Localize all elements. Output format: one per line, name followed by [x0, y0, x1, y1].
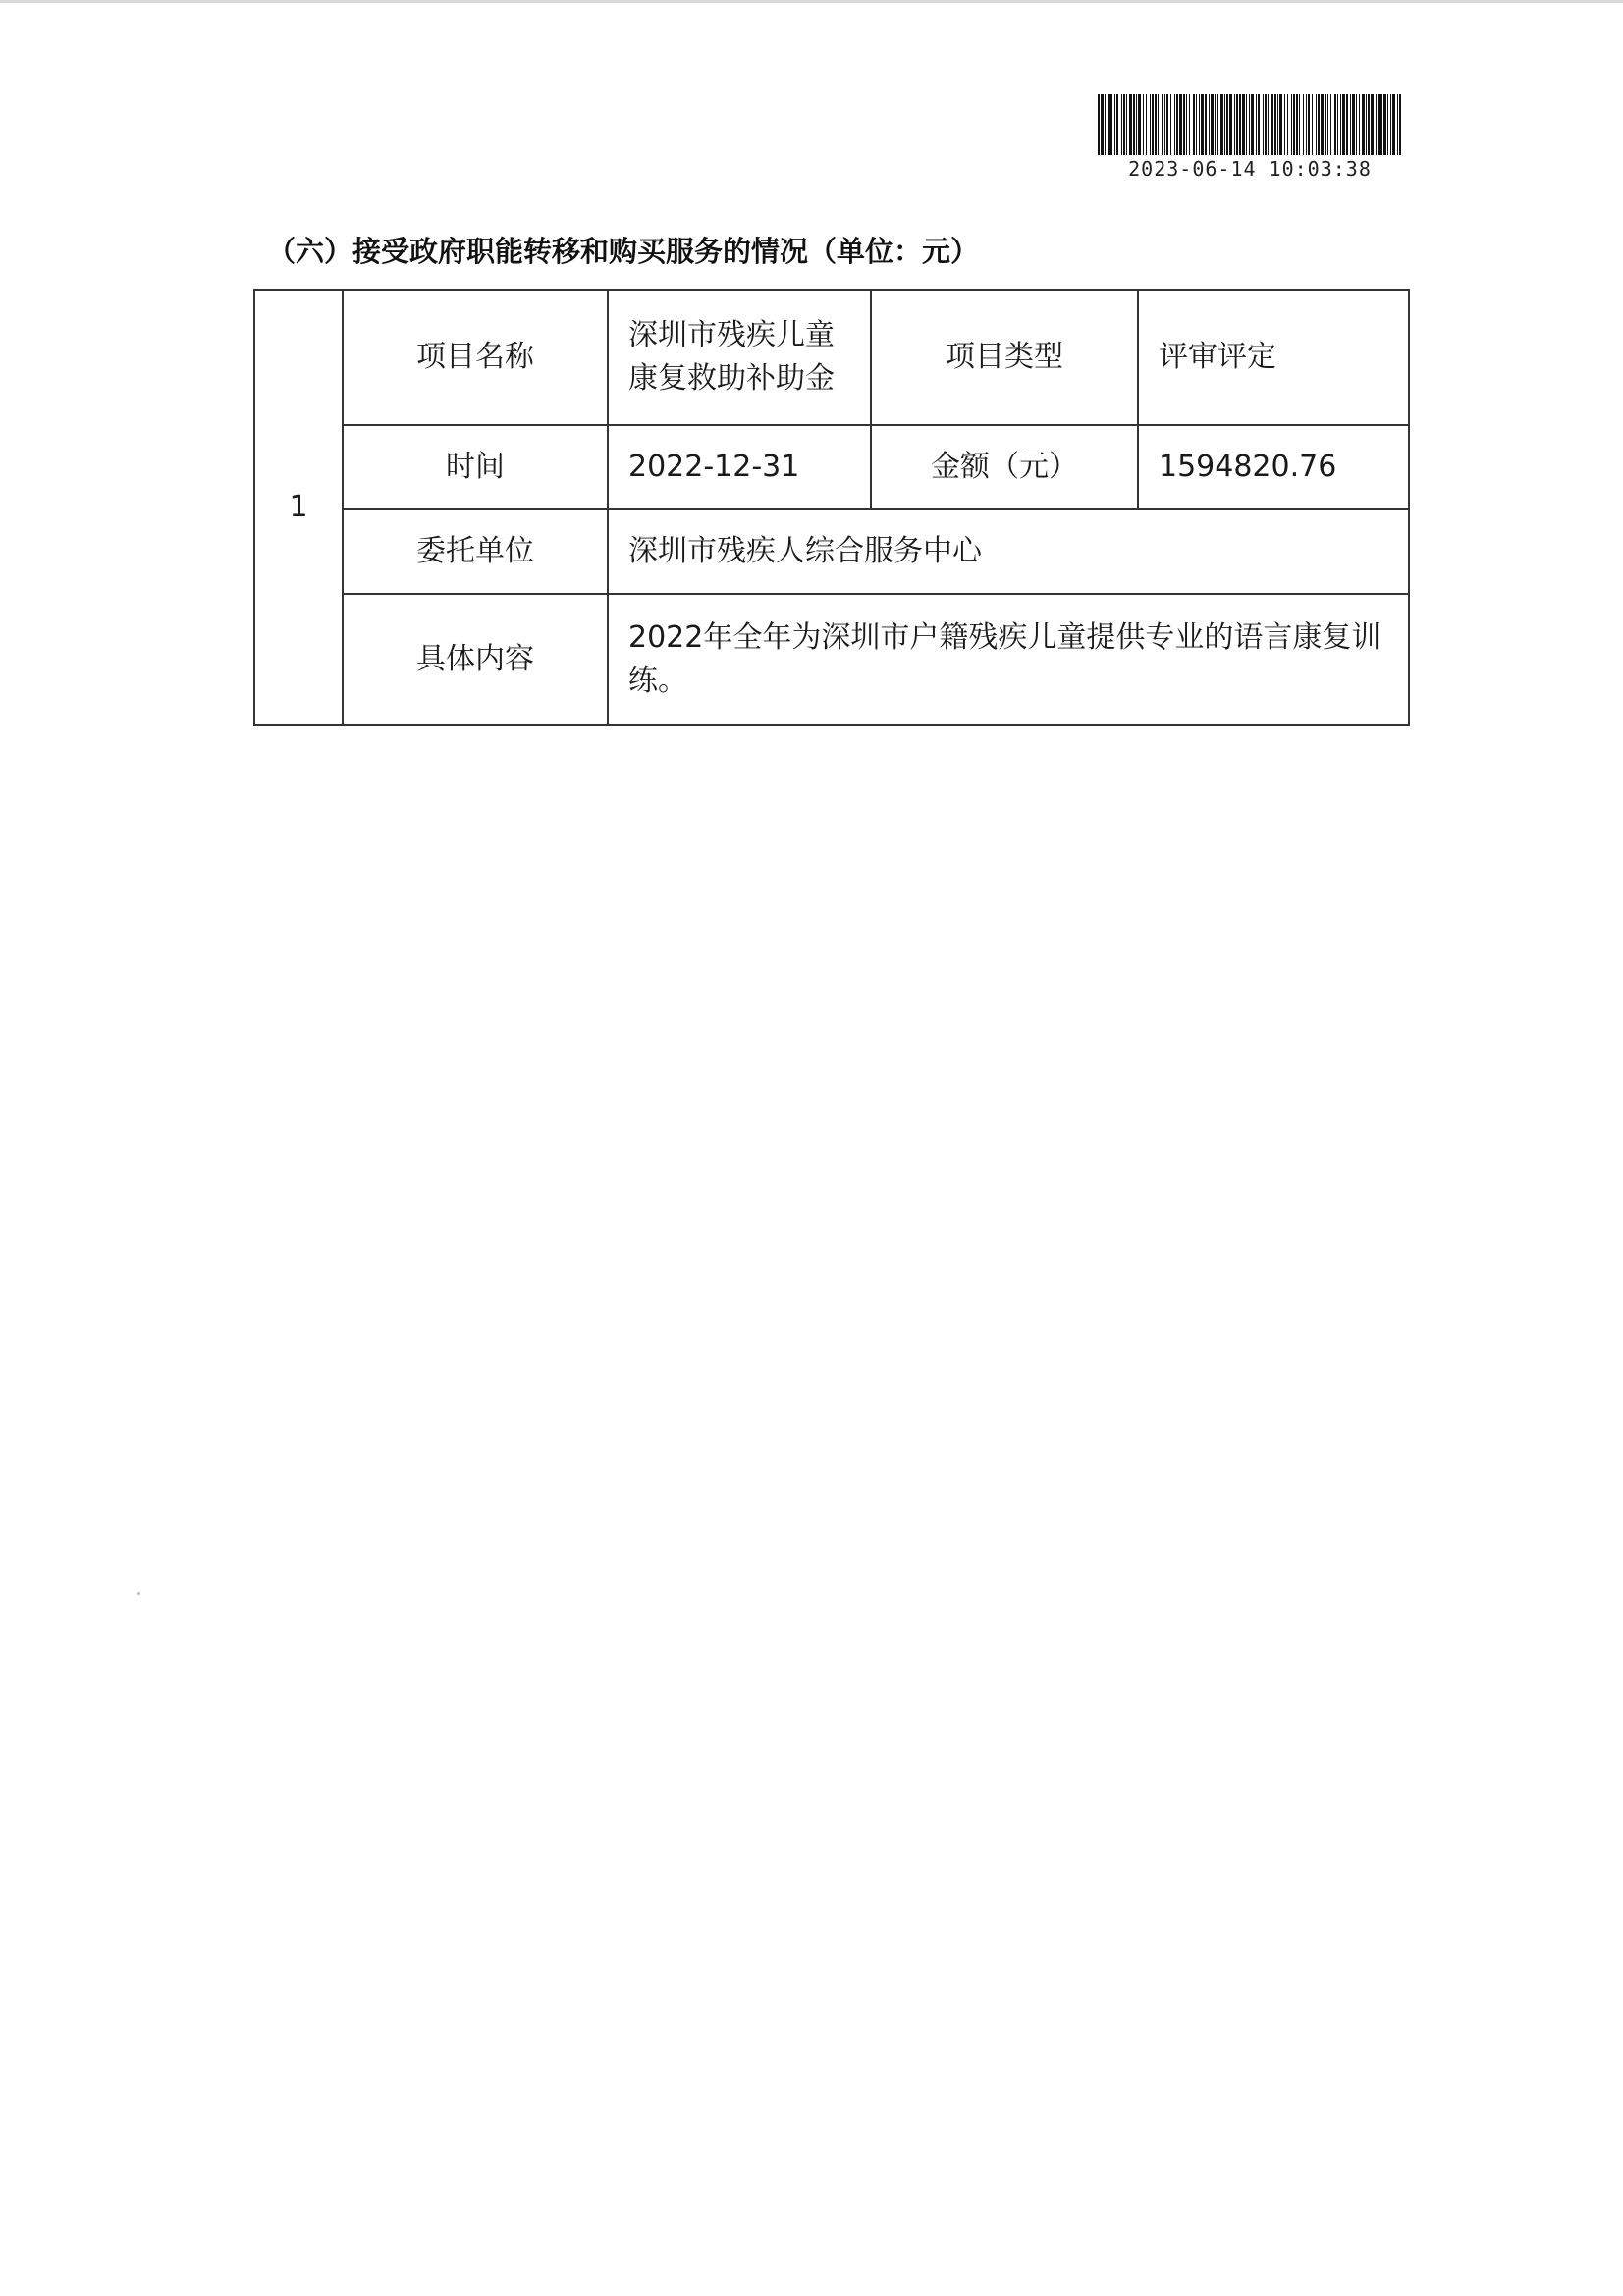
- barcode-bar: [1380, 94, 1382, 155]
- barcode-timestamp: 2023-06-14 10:03:38: [1128, 157, 1372, 181]
- barcode-bar: [1229, 94, 1232, 155]
- barcode-bar: [1376, 94, 1377, 155]
- content-value: 2022年全年为深圳市户籍残疾儿童提供专业的语言康复训练。: [608, 594, 1409, 725]
- barcode-bar: [1371, 94, 1374, 155]
- barcode-bar: [1350, 94, 1351, 155]
- barcode-bar: [1258, 94, 1260, 155]
- barcode-bar: [1114, 94, 1115, 155]
- barcode-bar: [1123, 94, 1125, 155]
- amount-label: 金额（元）: [871, 425, 1138, 509]
- barcode-bar: [1215, 94, 1216, 155]
- barcode-bar: [1136, 94, 1137, 155]
- barcode-bar: [1316, 94, 1317, 155]
- project-name-label: 项目名称: [343, 290, 608, 425]
- barcode-bar: [1296, 94, 1298, 155]
- barcode-bar: [1346, 94, 1348, 155]
- barcode-bar: [1362, 94, 1365, 155]
- project-type-label: 项目类型: [871, 290, 1138, 425]
- barcode-bar: [1303, 94, 1304, 155]
- barcode-bar: [1397, 94, 1398, 155]
- barcode-bar: [1308, 94, 1310, 155]
- project-name-value: 深圳市残疾儿童康复救助补助金: [608, 290, 871, 425]
- barcode-bar: [1330, 94, 1331, 155]
- barcode-bar: [1242, 94, 1245, 155]
- barcode-bar: [1383, 94, 1386, 155]
- barcode-bar: [1251, 94, 1254, 155]
- barcode-bar: [1366, 94, 1367, 155]
- barcode-bar: [1209, 94, 1210, 155]
- time-value: 2022-12-31: [608, 425, 871, 509]
- barcode-bar: [1246, 94, 1247, 155]
- barcode-bar: [1359, 94, 1360, 155]
- barcode-bar: [1211, 94, 1214, 155]
- barcode-bar: [1116, 94, 1118, 155]
- service-table: [253, 289, 1410, 726]
- barcode-bar: [1342, 94, 1345, 155]
- barcode-bar: [1299, 94, 1300, 155]
- barcode-bar: [1133, 94, 1135, 155]
- barcode-bar: [1226, 94, 1228, 155]
- barcode-bar: [1378, 94, 1380, 155]
- table-row: [254, 425, 1409, 509]
- barcode-bar: [1170, 94, 1171, 155]
- barcode-bar: [1265, 94, 1267, 155]
- barcode-bar: [1236, 94, 1238, 155]
- barcode-bar: [1284, 94, 1285, 155]
- barcode-bar: [1158, 94, 1159, 155]
- barcode-bar: [1368, 94, 1370, 155]
- barcode-bar: [1166, 94, 1168, 155]
- scan-speck: [137, 1592, 140, 1595]
- barcode-bar: [1109, 94, 1112, 155]
- barcode-bar: [1146, 94, 1147, 155]
- barcode-bar: [1152, 94, 1154, 155]
- content-label: 具体内容: [343, 594, 608, 725]
- barcode-bar: [1352, 94, 1355, 155]
- amount-value: 1594820.76: [1138, 425, 1409, 509]
- barcode-bar: [1129, 94, 1132, 155]
- barcode-bar: [1306, 94, 1307, 155]
- barcode-bar: [1318, 94, 1320, 155]
- barcode-bar: [1126, 94, 1127, 155]
- barcode-bar: [1138, 94, 1141, 155]
- barcode-bar: [1312, 94, 1313, 155]
- barcode-bar: [1162, 94, 1163, 155]
- barcode-bar: [1217, 94, 1218, 155]
- barcode-image: [1098, 94, 1402, 155]
- barcode-bar: [1183, 94, 1185, 155]
- barcode-bar: [1256, 94, 1257, 155]
- barcode-bar: [1268, 94, 1269, 155]
- barcode-bar: [1271, 94, 1273, 155]
- barcode-bar: [1150, 94, 1151, 155]
- barcode-bar: [1143, 94, 1144, 155]
- barcode-bar: [1340, 94, 1341, 155]
- barcode-bar: [1321, 94, 1324, 155]
- barcode-bar: [1327, 94, 1328, 155]
- table-row: [254, 594, 1409, 725]
- table-row: [254, 290, 1409, 425]
- barcode-bar: [1108, 94, 1109, 155]
- barcode-bar: [1293, 94, 1295, 155]
- row-number: 1: [254, 290, 343, 725]
- entrust-label: 委托单位: [343, 509, 608, 594]
- barcode-bar: [1196, 94, 1197, 155]
- barcode-bar: [1356, 94, 1357, 155]
- barcode-bar: [1263, 94, 1264, 155]
- scan-edge: [0, 0, 1623, 3]
- entrust-value: 深圳市残疾人综合服务中心: [608, 509, 1409, 594]
- barcode-bar: [1287, 94, 1288, 155]
- barcode-bar: [1205, 94, 1207, 155]
- barcode-bar: [1193, 94, 1195, 155]
- barcode-bar: [1277, 94, 1278, 155]
- time-label: 时间: [343, 425, 608, 509]
- barcode-bar: [1121, 94, 1122, 155]
- barcode-bar: [1399, 94, 1401, 155]
- barcode-bar: [1174, 94, 1175, 155]
- barcode-bar: [1164, 94, 1165, 155]
- barcode-bar: [1179, 94, 1182, 155]
- barcode-bar: [1392, 94, 1395, 155]
- barcode-bar: [1274, 94, 1276, 155]
- table-row: [254, 509, 1409, 594]
- barcode-bar: [1291, 94, 1292, 155]
- barcode-bar: [1224, 94, 1225, 155]
- barcode-bar: [1199, 94, 1200, 155]
- project-type-value: 评审评定: [1138, 290, 1409, 425]
- barcode-bar: [1101, 94, 1104, 155]
- barcode-bar: [1176, 94, 1178, 155]
- barcode-bar: [1220, 94, 1223, 155]
- barcode-bar: [1279, 94, 1282, 155]
- barcode-bar: [1390, 94, 1391, 155]
- barcode-bar: [1337, 94, 1338, 155]
- barcode-bar: [1105, 94, 1106, 155]
- barcode-bar: [1186, 94, 1187, 155]
- section-title: （六）接受政府职能转移和购买服务的情况（单位：元）: [267, 235, 980, 268]
- barcode-bar: [1189, 94, 1190, 155]
- barcode-bar: [1239, 94, 1241, 155]
- barcode-bar: [1334, 94, 1336, 155]
- barcode-bar: [1234, 94, 1235, 155]
- barcode-bar: [1249, 94, 1250, 155]
- barcode-bar: [1098, 94, 1100, 155]
- barcode-bar: [1325, 94, 1326, 155]
- barcode-stamp: [1098, 94, 1402, 181]
- barcode-bar: [1201, 94, 1204, 155]
- barcode-bar: [1155, 94, 1157, 155]
- barcode-bar: [1387, 94, 1388, 155]
